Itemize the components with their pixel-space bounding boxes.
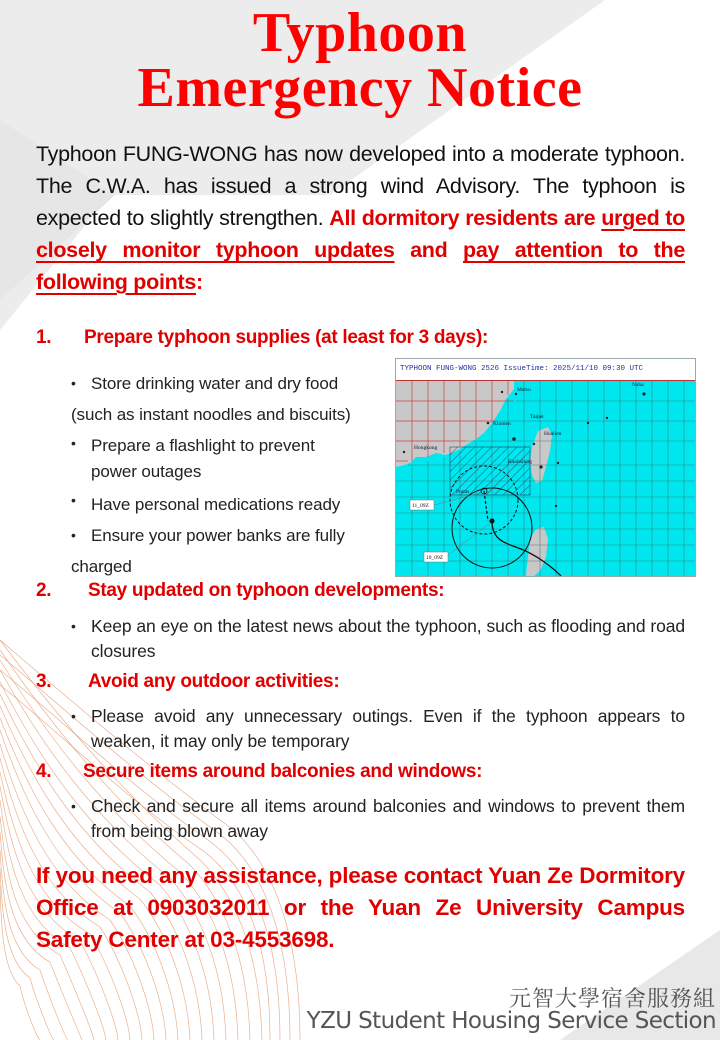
bullet-item (71, 485, 396, 520)
intro-red-underline-1: urged to closely monitor typhoon updates (36, 206, 686, 262)
svg-text:Hongkong: Hongkong (414, 445, 438, 451)
intro-paragraph (36, 138, 685, 298)
contact-notice: If you need any assistance, please contact Yuan Ze Dormitory Office at 0903032011 or the Yuan Ze University Campus Safety Center at 03-4553698. (36, 863, 685, 952)
section-3-heading (36, 671, 339, 693)
section-number: 1. (36, 327, 52, 348)
map-header: TYPHOON FUNG-WONG 2526 IssueTime: 2025/11/10 09:30 UTC (396, 359, 695, 381)
footer-organization-english: YZU Student Housing Service Section (306, 1008, 716, 1034)
bullet-text: charged (71, 557, 132, 576)
svg-text:Kinmen: Kinmen (493, 421, 511, 427)
bullet-item-continuation (71, 551, 396, 582)
intro-red-mid: and (394, 238, 463, 262)
bullet-item (71, 430, 396, 459)
typhoon-track-map (395, 358, 696, 577)
bullet-text: (such as instant noodles and biscuits) (71, 405, 351, 424)
bullet-item-continuation (71, 399, 396, 430)
svg-text:10_09Z: 10_09Z (426, 555, 444, 561)
section-3-bullets (71, 704, 685, 754)
section-number: 3. (36, 671, 52, 692)
intro-plain-text: Typhoon FUNG-WONG has now developed into a moderate typhoon. The C.W.A. has issued a strong wind Advisory. The typhoon is expected to slightly strengthen. (36, 142, 685, 230)
section-number: 4. (36, 761, 52, 782)
bullet-text: power outages (91, 462, 202, 481)
bullet-item (71, 704, 685, 754)
bullet-item (71, 614, 685, 664)
title-line-2: Emergency Notice (137, 57, 583, 119)
section-title: Secure items around balconies and windows: (83, 761, 483, 782)
section-4-heading (36, 761, 482, 783)
svg-text:Taipei: Taipei (530, 414, 544, 420)
intro-red-end: : (196, 270, 203, 294)
svg-text:Pratas: Pratas (456, 489, 470, 495)
bullet-text: Ensure your power banks are fully (91, 526, 345, 545)
bullet-text: Keep an eye on the latest news about the typhoon, such as flooding and road closures (91, 616, 685, 661)
svg-text:Hualien: Hualien (544, 431, 562, 437)
section-2-bullets (71, 614, 685, 664)
svg-text:Naha: Naha (632, 382, 644, 388)
bullet-item-continuation (71, 459, 396, 485)
svg-text:11_09Z: 11_09Z (412, 503, 429, 509)
svg-text:Kaohsiung: Kaohsiung (508, 459, 532, 465)
bullet-item (71, 520, 396, 551)
bullet-text: Prepare a flashlight to prevent (91, 436, 315, 455)
bullet-item (71, 368, 396, 399)
page-title (0, 2, 720, 119)
section-title: Stay updated on typhoon developments: (88, 580, 445, 601)
svg-text:Matsu: Matsu (517, 387, 531, 393)
bullet-item (71, 794, 685, 844)
bullet-text: Check and secure all items around balconies and windows to prevent them from being blown away (91, 796, 685, 841)
section-title: Avoid any outdoor activities: (88, 671, 340, 692)
bullet-text: Please avoid any unnecessary outings. Even if the typhoon appears to weaken, it may only be temporary (91, 706, 685, 751)
section-title: Prepare typhoon supplies (at least for 3 days): (84, 327, 489, 348)
section-1-heading (36, 327, 488, 349)
section-2-heading (36, 580, 444, 602)
title-line-1: Typhoon (252, 2, 468, 64)
map-graphic (396, 381, 695, 576)
section-number: 2. (36, 580, 52, 601)
bullet-text: Have personal medications ready (91, 495, 341, 514)
intro-red-underline-2: pay attention to the following points (36, 238, 686, 294)
intro-red-lead: All dormitory residents are (329, 206, 602, 230)
bullet-text: Store drinking water and dry food (91, 374, 339, 393)
footer-organization-chinese: 元智大學宿舍服務組 (508, 987, 716, 1012)
section-1-bullets (71, 368, 396, 582)
section-4-bullets (71, 794, 685, 844)
